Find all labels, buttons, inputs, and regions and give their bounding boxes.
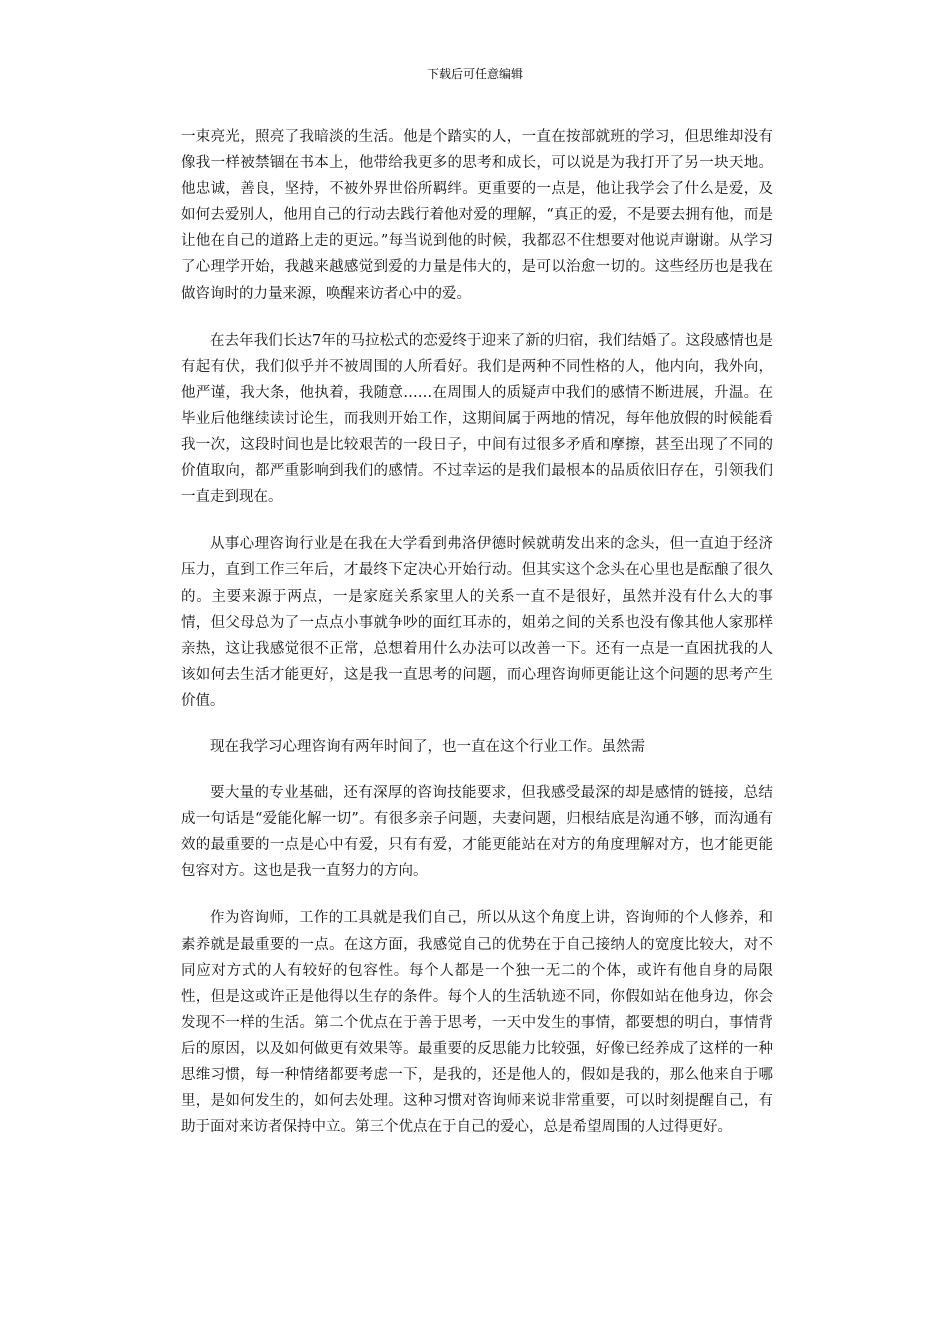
- paragraph-2: 在去年我们长达7年的马拉松式的恋爱终于迎来了新的归宿，我们结婚了。这段感情也是有起有伏，我们似乎并不被周围的人所看好。我们是两种不同性格的人，他内向，我外向，他严谨，我大条，他执着，我随意……在周围人的质疑声中我们的感情不断进展，升温。在毕业后他继续读讨论生，而我则开始工作，这期间属于两地的情况，每年他放假的时候能看我一次，这段时间也是比较艰苦的一段日子，中间有过很多矛盾和摩擦，甚至出现了不同的价值取向，都严重影响到我们的感情。不过幸运的是我们最根本的品质依旧存在，引领我们一直走到现在。: [181, 332, 773, 506]
- paragraph-3: 从事心理咨询行业是在我在大学看到弗洛伊德时候就萌发出来的念头，但一直迫于经济压力，直到工作三年后，才最终下定决心开始行动。但其实这个念头在心里也是酝酿了很久的。主要来源于两点，一是家庭关系家里人的关系一直不是很好，虽然并没有什么大的事情，但父母总为了一点点小事就争吵的面红耳赤的，姐弟之间的关系也没有像其他人家那样亲热，这让我感觉很不正常，总想着用什么办法可以改善一下。还有一点是一直困扰我的人该如何去生活才能更好，这是我一直思考的问题，而心理咨询师更能让这个问题的思考产生价值。: [181, 536, 773, 709]
- document-body: [181, 124, 773, 1140]
- paragraph-6: 作为咨询师，工作的工具就是我们自己，所以从这个角度上讲，咨询师的个人修养，和素养就是最重要的一点。在这方面，我感觉自己的优势在于自己接纳人的宽度比较大，对不同应对方式的人有较好的包容性。每个人都是一个独一无二的个体，或许有他自身的局限性，但是这或许正是他得以生存的条件。每个人的生活轨迹不同，你假如站在他身边，你会发现不一样的生活。第二个优点在于善于思考，一天中发生的事情，都要想的明白，事情背后的原因，以及如何做更有效果等。最重要的反思能力比较强，好像已经养成了这样的一种思维习惯，每一种情绪都要考虑一下，是我的，还是他人的，假如是我的，那么他来自于哪里，是如何发生的，如何去处理。这种习惯对咨询师来说非常重要，可以时刻提醒自己，有助于面对来访者保持中立。第三个优点在于自己的爱心，总是希望周围的人过得更好。: [181, 910, 773, 1136]
- page-header: 下载后可任意编辑: [426, 67, 523, 81]
- paragraph-4: 现在我学习心理咨询有两年时间了，也一直在这个行业工作。虽然需: [210, 738, 645, 755]
- paragraph-5: 要大量的专业基础，还有深厚的咨询技能要求，但我感受最深的却是感情的链接，总结成一句话是“爱能化解一切”。有很多亲子问题，夫妻问题，归根结底是沟通不够，而沟通有效的最重要的一点是心中有爱，只有有爱，才能更能站在对方的角度理解对方，也才能更能包容对方。这也是我一直努力的方向。: [181, 785, 773, 880]
- paragraph-1: 一束亮光，照亮了我暗淡的生活。他是个踏实的人，一直在按部就班的学习，但思维却没有像我一样被禁锢在书本上，他带给我更多的思考和成长，可以说是为我打开了另一块天地。他忠诚，善良，坚持，不被外界世俗所羁绊。更重要的一点是，他让我学会了什么是爱，及如何去爱别人，他用自己的行动去践行着他对爱的理解，“真正的爱，不是要去拥有他，而是让他在自己的道路上走的更远。”每当说到他的时候，我都忍不住想要对他说声谢谢。从学习了心理学开始，我越来越感觉到爱的力量是伟大的，是可以治愈一切的。这些经历也是我在做咨询时的力量来源，唤醒来访者心中的爱。: [181, 129, 773, 302]
